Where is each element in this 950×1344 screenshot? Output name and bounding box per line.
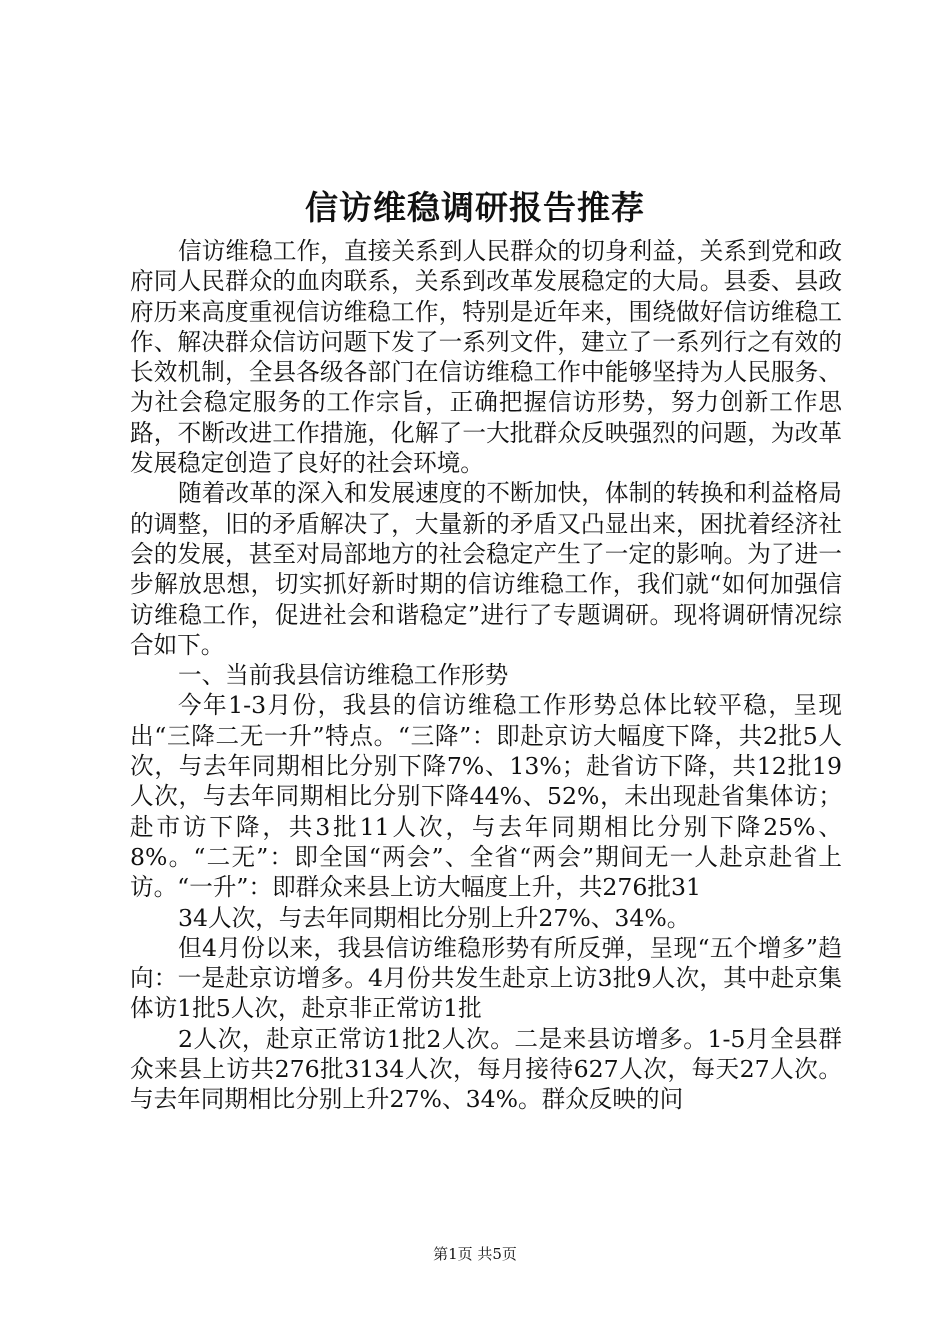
section-heading: 一、当前我县信访维稳工作形势 (178, 661, 509, 690)
paragraph-rebound: 但4月份以来，我县信访维稳形势有所反弹，呈现“五个增多”趋向：一是赴京访增多。4月份共发生赴京上访3批9人次，其中赴京集体访1批5人次，赴京非正常访1批 (130, 933, 842, 1023)
paragraph-rebound-continued: 2人次，赴京正常访1批2人次。二是来县访增多。1-5月全县群众来县上访共276批3134人次，每月接待627人次，每天27人次。与去年同期相比分别上升27%、34%。群众反映的问 (130, 1024, 842, 1114)
document-body (130, 236, 842, 1115)
paragraph-situation-continued: 34人次，与去年同期相比分别上升27%、34%。 (178, 903, 691, 932)
document-title: 信访维稳调研报告推荐 (305, 188, 645, 227)
paragraph-intro: 信访维稳工作，直接关系到人民群众的切身利益，关系到党和政府同人民群众的血肉联系，关系到改革发展稳定的大局。县委、县政府历来高度重视信访维稳工作，特别是近年来，围绕做好信访维稳工作、解决群众信访问题下发了一系列文件，建立了一系列行之有效的长效机制，全县各级各部门在信访维稳工作中能够坚持为人民服务、为社会稳定服务的工作宗旨，正确把握信访形势，努力创新工作思路，不断改进工作措施，化解了一大批群众反映强烈的问题，为改革发展稳定创造了良好的社会环境。 (130, 237, 842, 478)
paragraph-situation: 今年1-3月份，我县的信访维稳工作形势总体比较平稳，呈现出“三降二无一升”特点。“三降”：即赴京访大幅度下降，共2批5人次，与去年同期相比分别下降7%、13%；赴省访下降，共12批19人次，与去年同期相比分别下降44%、52%，未出现赴省集体访；赴市访下降，共3批11人次，与去年同期相比分别下降25%、8%。“二无”：即全国“两会”、全省“两会”期间无一人赴京赴省上访。“一升”：即群众来县上访大幅度上升，共276批31 (130, 691, 842, 902)
paragraph-background: 随着改革的深入和发展速度的不断加快，体制的转换和利益格局的调整，旧的矛盾解决了，大量新的矛盾又凸显出来，困扰着经济社会的发展，甚至对局部地方的社会稳定产生了一定的影响。为了进一步解放思想，切实抓好新时期的信访维稳工作，我们就“如何加强信访维稳工作，促进社会和谐稳定”进行了专题调研。现将调研情况综合如下。 (130, 479, 842, 659)
page-footer: 第1页 共5页 (433, 1245, 517, 1263)
